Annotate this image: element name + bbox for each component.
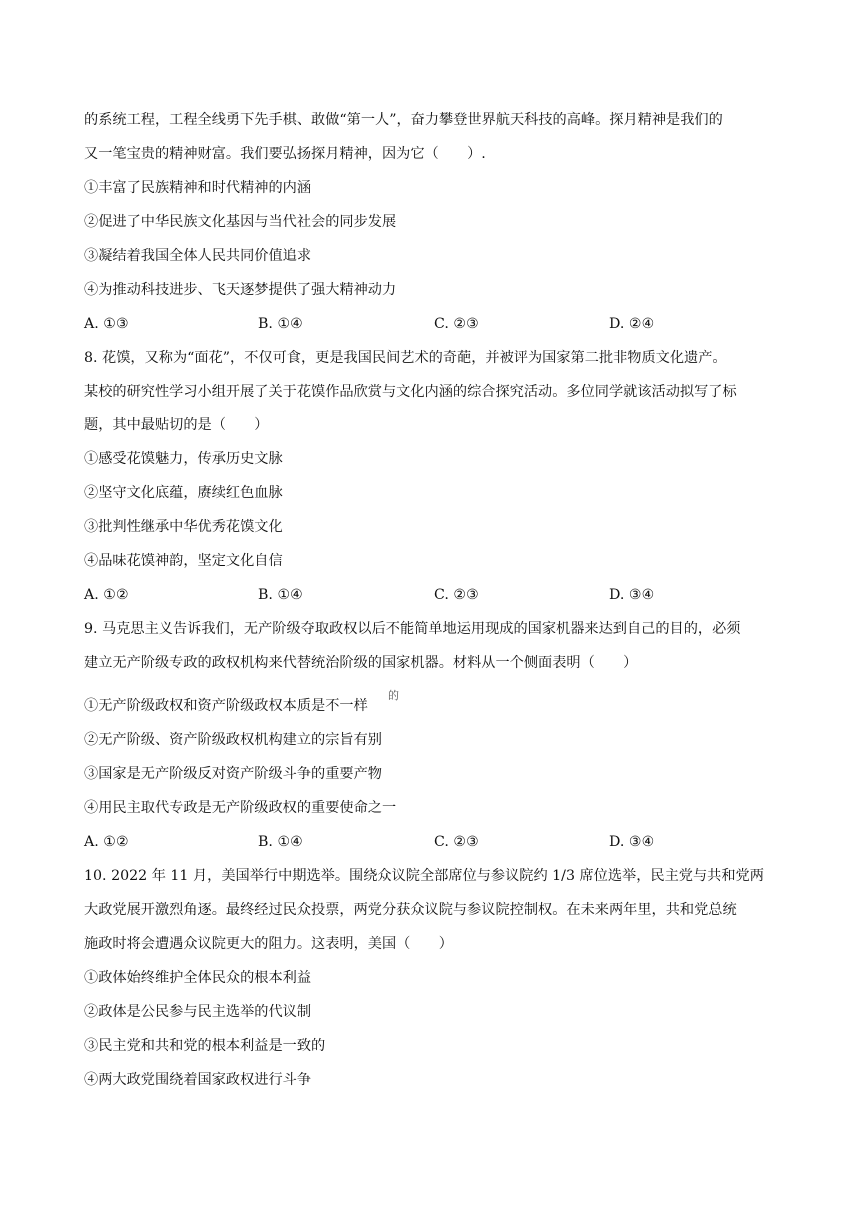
q8-item-1: ①感受花馍魅力，传承历史文脉	[84, 451, 283, 467]
q7-item-4: ④为推动科技进步、飞天逐梦提供了强大精神动力	[84, 282, 397, 298]
q7-stem-line-2: 又一笔宝贵的精神财富。我们要弘扬探月精神，因为它（ ）.	[84, 146, 486, 162]
q7-option-b: B. ①④	[258, 316, 303, 332]
q8-stem-line-1: 8. 花馍，又称为“面花”，不仅可食，更是我国民间艺术的奇葩，并被评为国家第二批非物质文化遗产。	[84, 350, 727, 366]
q9-option-b: B. ①④	[258, 834, 303, 850]
q8-stem-line-3: 题，其中最贴切的是（ ）	[84, 417, 269, 433]
q9-option-a: A. ①②	[84, 834, 129, 850]
q10-stem-line-2: 大政党展开激烈角逐。最终经过民众投票，两党分获众议院与参议院控制权。在未来两年里，共和党总统	[84, 902, 737, 918]
q8-option-c: C. ②③	[434, 587, 479, 603]
q10-stem-line-3: 施政时将会遭遇众议院更大的阻力。这表明，美国（ ）	[84, 936, 453, 952]
q8-item-2: ②坚守文化底蕴，赓续红色血脉	[84, 485, 283, 501]
q7-item-3: ③凝结着我国全体人民共同价值追求	[84, 248, 312, 264]
q7-option-d: D. ②④	[609, 316, 655, 332]
q9-stem-line-1: 9. 马克思主义告诉我们，无产阶级夺取政权以后不能简单地运用现成的国家机器来达到自己的目的，必须	[84, 621, 741, 637]
q9-option-d: D. ③④	[609, 834, 655, 850]
q7-item-2: ②促进了中华民族文化基因与当代社会的同步发展	[84, 214, 397, 230]
q8-option-b: B. ①④	[258, 587, 303, 603]
q7-item-1: ①丰富了民族精神和时代精神的内涵	[84, 180, 312, 196]
q9-item-2: ②无产阶级、资产阶级政权机构建立的宗旨有别	[84, 732, 382, 748]
q9-option-c: C. ②③	[434, 834, 479, 850]
q8-option-a: A. ①②	[84, 587, 129, 603]
q10-item-3: ③民主党和共和党的根本利益是一致的	[84, 1038, 326, 1054]
q10-stem-line-1: 10. 2022 年 11 月，美国举行中期选举。围绕众议院全部席位与参议院约 1/3 席位选举，民主党与共和党两	[84, 868, 764, 884]
q8-stem-line-2: 某校的研究性学习小组开展了关于花馍作品欣赏与文化内涵的综合探究活动。多位同学就该活动拟写了标	[84, 384, 737, 400]
q8-option-d: D. ③④	[609, 587, 655, 603]
q9-item-4: ④用民主取代专政是无产阶级政权的重要使命之一	[84, 800, 397, 816]
q10-item-4: ④两大政党围绕着国家政权进行斗争	[84, 1072, 312, 1088]
q9-item-3: ③国家是无产阶级反对资产阶级斗争的重要产物	[84, 766, 382, 782]
q9-stem-line-2: 建立无产阶级专政的政权机构来代替统治阶级的国家机器。材料从一个侧面表明（ ）	[84, 655, 638, 671]
q7-option-a: A. ①③	[84, 316, 129, 332]
q8-item-3: ③批判性继承中华优秀花馍文化	[84, 519, 283, 535]
q9-item-1: ①无产阶级政权和资产阶级政权本质是不一样	[84, 698, 368, 714]
q7-stem-line-1: 的系统工程，工程全线勇下先手棋、敢做“第一人”，奋力攀登世界航天科技的高峰。探月精神是我们的	[84, 112, 723, 128]
q7-option-c: C. ②③	[434, 316, 479, 332]
q10-item-1: ①政体始终维护全体民众的根本利益	[84, 970, 312, 986]
q8-item-4: ④品味花馍神韵，坚定文化自信	[84, 553, 283, 569]
q9-item-1-overprint-char: 的	[388, 689, 399, 702]
q10-item-2: ②政体是公民参与民主选举的代议制	[84, 1004, 312, 1020]
